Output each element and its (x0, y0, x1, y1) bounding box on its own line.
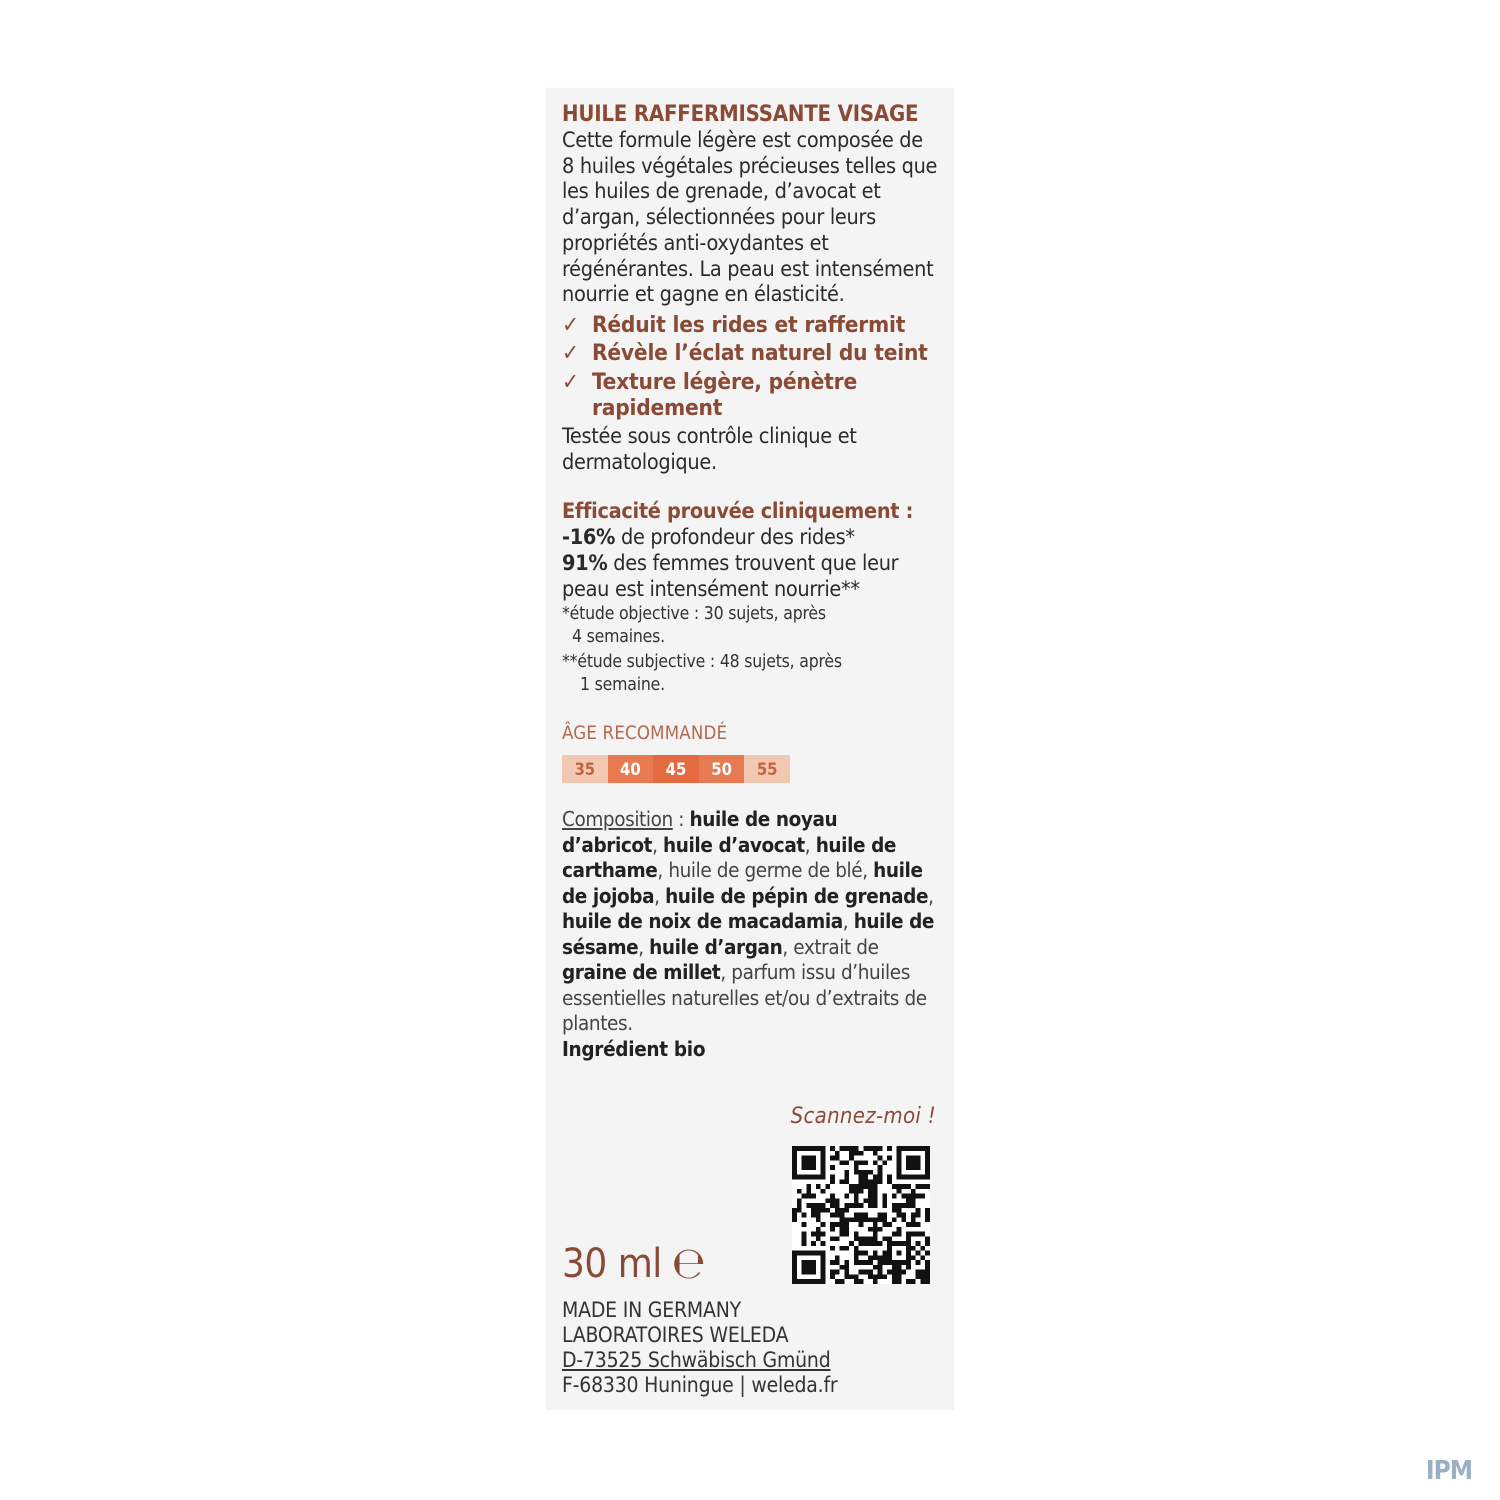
box-text-column (562, 102, 938, 1063)
ingredient-bold: huile de noix de macadamia (562, 909, 843, 934)
age-cell: 45 (653, 755, 699, 783)
manufacturer-info: MADE IN GERMANY LABORATOIRES WELEDA D-73525 Schwäbisch Gmünd F-68330 Huningue | weleda.fr (562, 1298, 838, 1397)
check-icon: ✓ (562, 368, 579, 395)
ingredient-bold: graine de millet (562, 960, 721, 985)
age-scale (562, 755, 790, 783)
ingredient-text: , huile de germe de blé, (657, 858, 874, 883)
clinical-title: Efficacité prouvée cliniquement : (562, 499, 914, 525)
ingredient-text: , (804, 832, 816, 857)
stat-wrinkles: -16% de profondeur des rides* (562, 525, 855, 551)
benefit-item: ✓ Révèle l’éclat naturel du teint (562, 340, 928, 367)
product-box-side (546, 88, 954, 1410)
ingredient-bold: huile de carthame (562, 832, 897, 883)
ingredient-bold: huile de jojoba (562, 858, 923, 908)
ingredient-bold: huile d’avocat (663, 832, 805, 857)
benefit-item: ✓ Réduit les rides et raffermit (562, 311, 906, 338)
composition: Composition : huile de noyau d’abricot, huile d’avocat, huile de carthame, huile de germe de blé, huile de jojoba, huile de pépin de grenade, huile de noix de macadamia, huile de sésame, huile d’argan, extrait de graine de millet, parfum issu d’huiles essentielles naturelles et/ou d’extraits de plantes. (562, 807, 935, 1036)
tested-statement: Testée sous contrôle clinique et dermatologique. (562, 423, 857, 475)
age-title: ÂGE RECOMMANDÉ (562, 723, 728, 745)
ingredient-text: , (928, 883, 934, 908)
age-cell: 35 (562, 755, 608, 783)
age-cell: 55 (744, 755, 790, 783)
footnote-subjective: **étude subjective : 48 sujets, après 1 semaine. (562, 652, 842, 696)
age-cell: 50 (699, 755, 745, 783)
scan-label: Scannez-moi ! (790, 1104, 936, 1129)
ingredient-bold: huile d’argan (649, 934, 783, 959)
qr-code[interactable] (792, 1146, 930, 1284)
product-title: HUILE RAFFERMISSANTE VISAGE (562, 102, 919, 127)
ingredient-text: , (842, 909, 854, 934)
product-description: Cette formule légère est composée de 8 huiles végétales précieuses telles que les huiles de grenade, d’avocat et d’argan, sélectionnées pour leurs propriétés anti-oxydantes et régénérantes. La peau est intensément nourrie et gagne en élasticité. (562, 128, 938, 308)
ingredient-text: , (638, 934, 650, 959)
ingredient-bold: huile de noyau d’abricot (562, 807, 838, 857)
age-cell: 40 (608, 755, 654, 783)
ingredient-text: , parfum issu d’huiles essentielles naturelles et/ou d’extraits de plantes. (562, 960, 927, 1036)
benefit-item: ✓ Texture légère, pénètre rapidement (562, 368, 857, 422)
ingredient-bold: huile de sésame (562, 909, 935, 959)
ingredient-bold: huile de pépin de grenade (665, 883, 929, 908)
estimated-sign-icon: ℮ (671, 1238, 706, 1289)
ingredient-text: , (654, 883, 666, 908)
organic-note: Ingrédient bio (562, 1036, 706, 1061)
ingredient-text: , (652, 832, 664, 857)
footnote-objective: *étude objective : 30 sujets, après 4 semaines. (562, 604, 826, 648)
check-icon: ✓ (562, 340, 579, 367)
volume-label: 30 ml ℮ (562, 1238, 706, 1289)
benefits-list (562, 312, 938, 422)
watermark-logo: IPM (1425, 1456, 1472, 1486)
stat-nourished: 91% des femmes trouvent que leur peau est intensément nourrie** (562, 551, 899, 603)
check-icon: ✓ (562, 311, 579, 338)
ingredient-text: , extrait de (782, 934, 879, 959)
